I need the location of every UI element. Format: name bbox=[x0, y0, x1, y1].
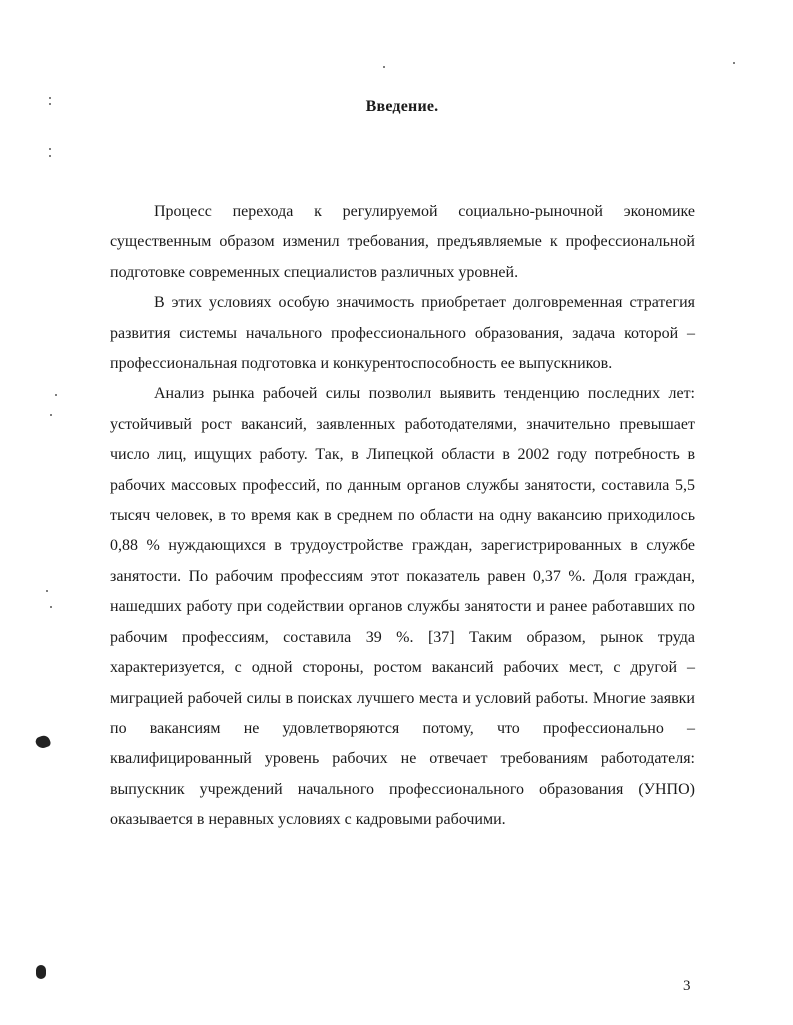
paragraph-1: Процесс перехода к регулируемой социально-рыночной экономике существенным образом изменил требования, предъявляемые к профессиональной подготовке современных специалистов различных уровней. bbox=[110, 203, 695, 281]
paragraph-3: Анализ рынка рабочей силы позволил выявить тенденцию последних лет: устойчивый рост вакансий, заявленных работодателями, значительно превышает число лиц, ищущих работу. Так, в Липецкой области в 2002 году потребность в рабочих массовых профессий, по данным органов службы занятости, составила 5,5 тысяч человек, в то время как в среднем по области на одну вакансию приходилось 0,88 % нуждающихся в трудоустройстве граждан, зарегистрированных в службе занятости. По рабочим профессиям этот показатель равен 0,37 %. Доля граждан, нашедших работу при содействии органов службы занятости и ранее работавших по рабочим профессиям, составила 39 %. [37] Таким образом, рынок труда характеризуется, с одной стороны, ростом вакансий рабочих мест, с другой – миграцией рабочей силы в поисках лучшего места и условий работы. Многие заявки по вакансиям не удовлетворяются потому, что профессионально – квалифицированный уровень рабочих не отвечает требованиям работодателя: выпускник учреждений начального профессионального образования (УНПО) оказывается в неравных условиях с кадровыми рабочими. bbox=[110, 385, 695, 829]
scan-speck bbox=[50, 606, 52, 608]
scan-speck bbox=[50, 414, 52, 416]
scan-speck bbox=[49, 155, 51, 157]
page-title: Введение. bbox=[365, 98, 439, 115]
paragraph-2: В этих условиях особую значимость приобретает долговременная стратегия развития системы начального профессионального образования, задача которой – профессиональная подготовка и конкурентоспособность ее выпускников. bbox=[110, 294, 695, 373]
scan-speck bbox=[383, 66, 385, 68]
scan-speck bbox=[49, 97, 51, 99]
page-number: 3 bbox=[683, 978, 691, 994]
scan-blot-mark bbox=[34, 734, 51, 750]
body-text bbox=[110, 197, 695, 836]
scan-speck bbox=[49, 148, 51, 150]
scan-speck bbox=[733, 62, 735, 64]
scan-speck bbox=[49, 103, 51, 105]
scan-speck bbox=[46, 590, 48, 592]
scan-speck bbox=[55, 394, 57, 396]
scan-blot-mark bbox=[36, 965, 46, 979]
